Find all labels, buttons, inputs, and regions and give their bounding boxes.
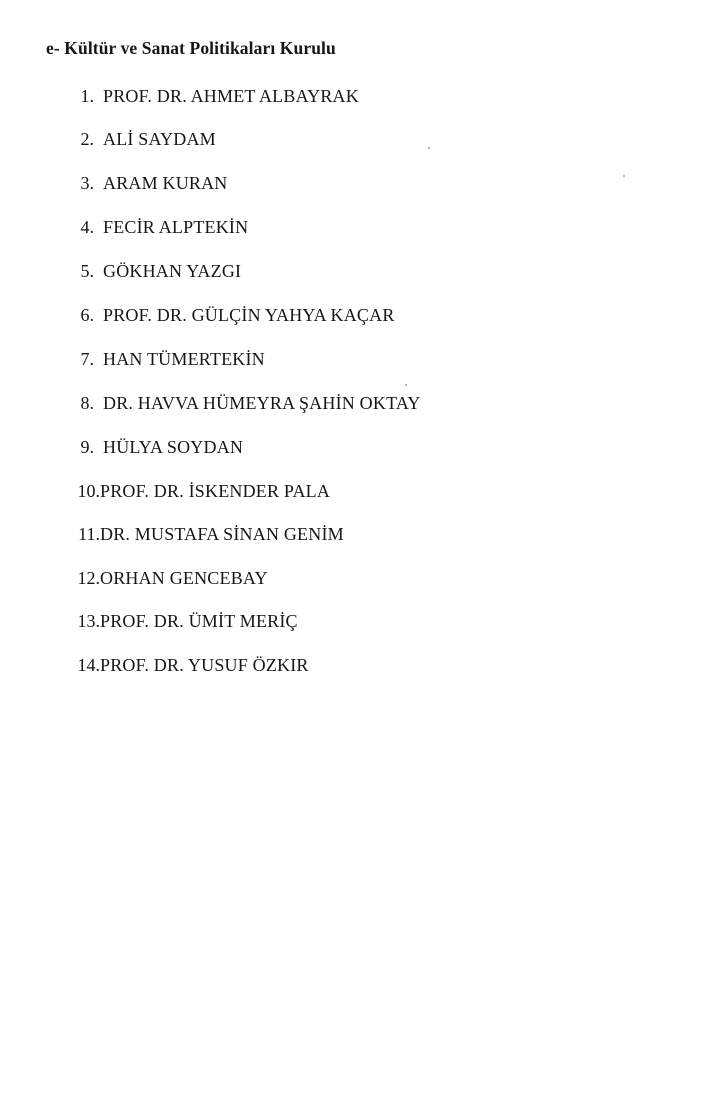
item-number: 10. <box>77 481 100 501</box>
member-name: PROF. DR. GÜLÇİN YAHYA KAÇAR <box>103 305 395 325</box>
item-number: 14. <box>77 655 100 675</box>
item-number: 6. <box>80 305 94 325</box>
item-number: 1. <box>80 86 94 106</box>
member-name: FECİR ALPTEKİN <box>103 217 249 237</box>
item-number: 11. <box>78 524 100 544</box>
section-heading: e- Kültür ve Sanat Politikaları Kurulu <box>46 38 336 58</box>
member-name: PROF. DR. YUSUF ÖZKIR <box>100 655 309 675</box>
scan-speck <box>405 384 407 386</box>
item-number: 2. <box>80 129 94 149</box>
member-name: ORHAN GENCEBAY <box>100 568 268 588</box>
member-name: PROF. DR. AHMET ALBAYRAK <box>103 86 359 106</box>
member-name: GÖKHAN YAZGI <box>103 261 242 281</box>
member-name: ARAM KURAN <box>103 173 228 193</box>
item-number: 3. <box>80 173 94 193</box>
member-name: PROF. DR. ÜMİT MERİÇ <box>100 611 298 631</box>
scan-speck <box>428 147 430 149</box>
item-number: 7. <box>80 349 94 369</box>
member-name: DR. MUSTAFA SİNAN GENİM <box>100 524 344 544</box>
member-name: HÜLYA SOYDAN <box>103 437 244 457</box>
item-number: 12. <box>77 568 100 588</box>
scan-speck <box>623 175 625 177</box>
item-number: 8. <box>80 393 94 413</box>
item-number: 9. <box>80 437 94 457</box>
member-name: HAN TÜMERTEKİN <box>103 349 265 369</box>
item-number: 5. <box>80 261 94 281</box>
item-number: 13. <box>77 611 100 631</box>
member-name: PROF. DR. İSKENDER PALA <box>100 481 331 501</box>
item-number: 4. <box>80 217 94 237</box>
member-name: DR. HAVVA HÜMEYRA ŞAHİN OKTAY <box>103 393 421 413</box>
member-name: ALİ SAYDAM <box>103 129 216 149</box>
